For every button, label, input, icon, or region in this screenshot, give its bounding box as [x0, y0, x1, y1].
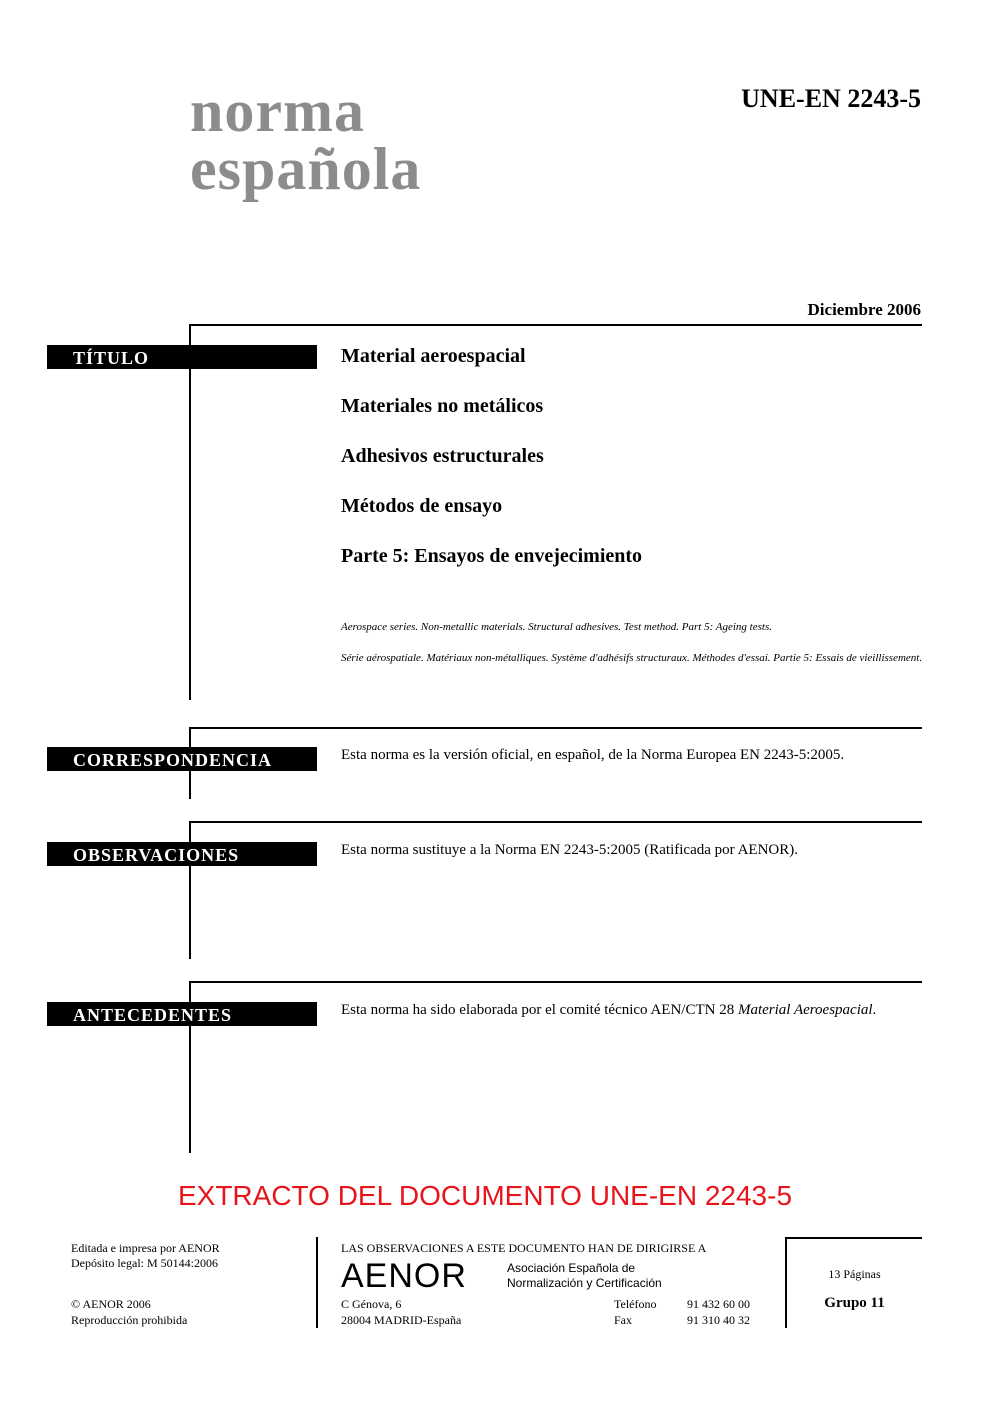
copyright-line-1: © AENOR 2006 — [71, 1297, 151, 1311]
pages-box-top-rule — [785, 1237, 922, 1239]
title-line-4: Métodos de ensayo — [341, 495, 503, 517]
english-title: Aerospace series. Non-metallic materials. Structural adhesives. Test method. Part 5: Ageing tests. — [341, 621, 772, 633]
title-line-3: Adhesivos estructurales — [341, 445, 544, 467]
edited-line-1: Editada e impresa por AENOR — [71, 1241, 220, 1255]
pages-box-side-rule — [785, 1237, 787, 1328]
phone-number: 91 432 60 00 — [687, 1297, 750, 1311]
titulo-side-rule — [189, 324, 191, 700]
association-line-1: Asociación Española de — [507, 1261, 636, 1275]
title-line-5: Parte 5: Ensayos de envejecimiento — [341, 545, 643, 567]
extract-notice: EXTRACTO DEL DOCUMENTO UNE-EN 2243-5 — [177, 1180, 793, 1211]
antecedentes-top-rule — [189, 981, 922, 983]
observaciones-label: OBSERVACIONES — [47, 842, 317, 866]
address-line-2: 28004 MADRID-España — [341, 1313, 462, 1327]
norma-espanola-brand — [190, 78, 422, 202]
antecedentes-committee-name: Material Aeroespacial — [737, 1002, 873, 1018]
fax-number: 91 310 40 32 — [687, 1313, 750, 1327]
publication-date: Diciembre 2006 — [807, 300, 921, 319]
antecedentes-text-main: Esta norma ha sido elaborada por el comité técnico AEN/CTN 28 — [341, 1002, 738, 1018]
association-name — [507, 1261, 662, 1291]
address-line-1: C Génova, 6 — [341, 1297, 402, 1311]
association-line-2: Normalización y Certificación — [507, 1276, 662, 1290]
antecedentes-text — [341, 1002, 876, 1019]
correspondencia-label: CORRESPONDENCIA — [47, 747, 317, 771]
observaciones-top-rule — [189, 821, 922, 823]
observaciones-text: Esta norma sustituye a la Norma EN 2243-5:2005 (Ratificada por AENOR). — [341, 842, 798, 858]
observations-header: LAS OBSERVACIONES A ESTE DOCUMENTO HAN DE DIRIGIRSE A — [341, 1241, 707, 1255]
page-count: 13 Páginas — [828, 1267, 881, 1281]
price-group: Grupo 11 — [824, 1295, 885, 1311]
french-title: Série aérospatiale. Matériaux non-métalliques. Système d'adhésifs structuraux. Méthodes d'essai. Partie 5: Essais de vieillissement. — [341, 652, 923, 664]
copyright-line-2: Reproducción prohibida — [71, 1313, 188, 1327]
brand-line-2: española — [190, 136, 422, 202]
standard-code: UNE-EN 2243-5 — [741, 84, 921, 113]
title-line-1: Material aeroespacial — [341, 345, 526, 367]
brand-line-1: norma — [190, 78, 365, 144]
titulo-label: TÍTULO — [47, 345, 317, 369]
footer-divider-left — [316, 1237, 318, 1328]
edited-line-2: Depósito legal: M 50144:2006 — [71, 1256, 218, 1270]
correspondencia-top-rule — [189, 727, 922, 729]
phone-label: Teléfono — [614, 1297, 657, 1311]
antecedentes-label: ANTECEDENTES — [47, 1002, 317, 1026]
aenor-logo: AENOR — [341, 1257, 467, 1295]
antecedentes-text-end: . — [872, 1002, 877, 1018]
titulo-top-rule — [189, 324, 922, 326]
title-line-2: Materiales no metálicos — [341, 395, 544, 417]
fax-label: Fax — [614, 1313, 632, 1327]
correspondencia-text: Esta norma es la versión oficial, en español, de la Norma Europea EN 2243-5:2005. — [341, 747, 845, 763]
